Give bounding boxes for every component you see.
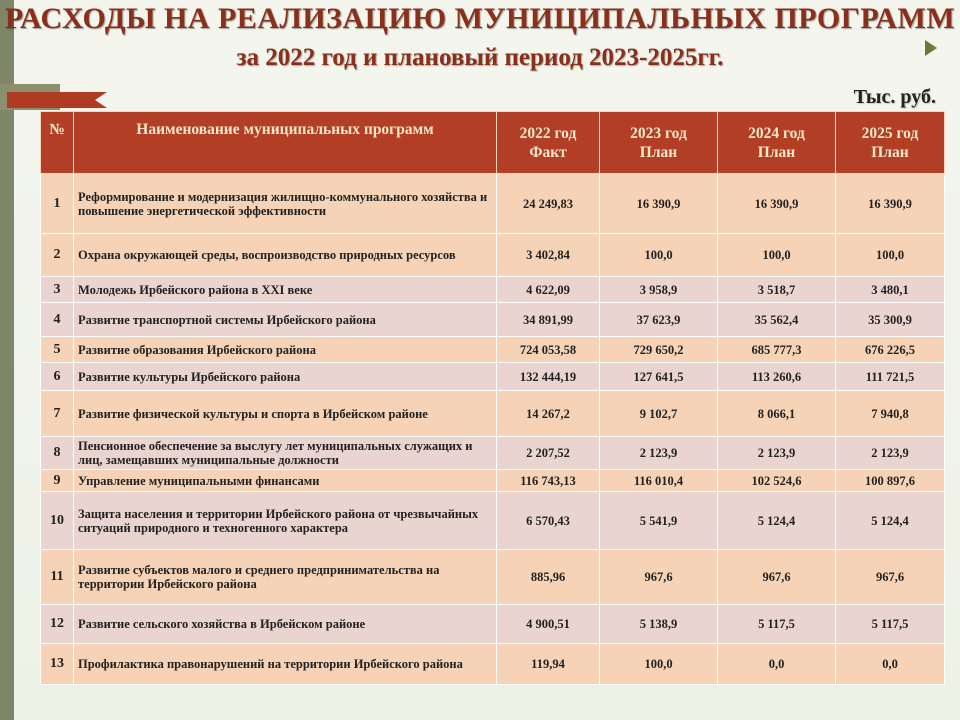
- cell-2024-plan: 35 562,4: [718, 303, 836, 337]
- header-name: Наименование муниципальных программ: [74, 112, 497, 174]
- cell-2022-fact: 3 402,84: [497, 234, 600, 277]
- cell-2023-plan: 5 138,9: [600, 605, 718, 644]
- cell-num: 10: [41, 492, 74, 550]
- cell-num: 8: [41, 437, 74, 470]
- cell-num: 7: [41, 391, 74, 437]
- header-2025: 2025 год План: [836, 112, 945, 174]
- cell-2025-plan: 2 123,9: [836, 437, 945, 470]
- cell-2023-plan: 127 641,5: [600, 363, 718, 391]
- cell-program-name: Управление муниципальными финансами: [74, 470, 497, 492]
- cell-2025-plan: 967,6: [836, 550, 945, 605]
- cell-num: 4: [41, 303, 74, 337]
- cell-2023-plan: 100,0: [600, 234, 718, 277]
- page-title: РАСХОДЫ НА РЕАЛИЗАЦИЮ МУНИЦИПАЛЬНЫХ ПРОГРАММ: [4, 2, 956, 35]
- cell-2024-plan: 113 260,6: [718, 363, 836, 391]
- page-subtitle: за 2022 год и плановый период 2023-2025гг.: [236, 44, 724, 71]
- cell-2022-fact: 724 053,58: [497, 337, 600, 363]
- cell-2023-plan: 9 102,7: [600, 391, 718, 437]
- cell-2024-plan: 3 518,7: [718, 277, 836, 303]
- cell-2023-plan: 729 650,2: [600, 337, 718, 363]
- cell-2022-fact: 4 622,09: [497, 277, 600, 303]
- programs-table: [40, 111, 945, 685]
- cell-2024-plan: 2 123,9: [718, 437, 836, 470]
- cell-2024-plan: 967,6: [718, 550, 836, 605]
- cell-program-name: Развитие физической культуры и спорта в Ирбейском районе: [74, 391, 497, 437]
- cell-2025-plan: 5 117,5: [836, 605, 945, 644]
- cell-2025-plan: 100 897,6: [836, 470, 945, 492]
- cell-num: 2: [41, 234, 74, 277]
- cell-2023-plan: 2 123,9: [600, 437, 718, 470]
- red-flag-decoration: [7, 92, 107, 108]
- header-num: №: [41, 112, 74, 174]
- table-row: [41, 391, 945, 437]
- header-2024: 2024 год План: [718, 112, 836, 174]
- cell-2025-plan: 3 480,1: [836, 277, 945, 303]
- cell-num: 5: [41, 337, 74, 363]
- cell-2022-fact: 885,96: [497, 550, 600, 605]
- header-2023: 2023 год План: [600, 112, 718, 174]
- table-row: [41, 303, 945, 337]
- cell-2023-plan: 3 958,9: [600, 277, 718, 303]
- table-row: [41, 337, 945, 363]
- units-label: Тыс. руб.: [853, 86, 936, 108]
- cell-2024-plan: 102 524,6: [718, 470, 836, 492]
- cell-num: 12: [41, 605, 74, 644]
- table-header-row: [41, 112, 945, 174]
- cell-2022-fact: 119,94: [497, 644, 600, 685]
- cell-2024-plan: 5 124,4: [718, 492, 836, 550]
- cell-2025-plan: 676 226,5: [836, 337, 945, 363]
- cell-2025-plan: 5 124,4: [836, 492, 945, 550]
- cell-program-name: Развитие транспортной системы Ирбейского района: [74, 303, 497, 337]
- cell-2023-plan: 100,0: [600, 644, 718, 685]
- cell-2023-plan: 5 541,9: [600, 492, 718, 550]
- cell-program-name: Защита населения и территории Ирбейского района от чрезвычайных ситуаций природного и техногенного характера: [74, 492, 497, 550]
- cell-2022-fact: 132 444,19: [497, 363, 600, 391]
- cell-num: 13: [41, 644, 74, 685]
- header-2022: 2022 год Факт: [497, 112, 600, 174]
- cell-num: 9: [41, 470, 74, 492]
- cell-program-name: Охрана окружающей среды, воспроизводство природных ресурсов: [74, 234, 497, 277]
- cell-2025-plan: 100,0: [836, 234, 945, 277]
- cell-2022-fact: 116 743,13: [497, 470, 600, 492]
- table-row: [41, 550, 945, 605]
- cell-2022-fact: 2 207,52: [497, 437, 600, 470]
- cell-2024-plan: 5 117,5: [718, 605, 836, 644]
- cell-num: 11: [41, 550, 74, 605]
- cell-2025-plan: 7 940,8: [836, 391, 945, 437]
- cell-2022-fact: 4 900,51: [497, 605, 600, 644]
- cell-2022-fact: 14 267,2: [497, 391, 600, 437]
- cell-program-name: Развитие субъектов малого и среднего предпринимательства на территории Ирбейского района: [74, 550, 497, 605]
- cell-2022-fact: 24 249,83: [497, 174, 600, 234]
- table-row: [41, 174, 945, 234]
- cell-program-name: Пенсионное обеспечение за выслугу лет муниципальных служащих и лиц, замещавших муниципальные должности: [74, 437, 497, 470]
- cell-2024-plan: 685 777,3: [718, 337, 836, 363]
- table-row: [41, 363, 945, 391]
- cell-2025-plan: 0,0: [836, 644, 945, 685]
- cell-num: 1: [41, 174, 74, 234]
- cell-program-name: Развитие культуры Ирбейского района: [74, 363, 497, 391]
- table-row: [41, 277, 945, 303]
- table-row: [41, 492, 945, 550]
- cell-num: 3: [41, 277, 74, 303]
- table-row: [41, 470, 945, 492]
- cell-2022-fact: 34 891,99: [497, 303, 600, 337]
- table-row: [41, 437, 945, 470]
- cell-2024-plan: 100,0: [718, 234, 836, 277]
- table-row: [41, 644, 945, 685]
- table-row: [41, 605, 945, 644]
- cell-2024-plan: 0,0: [718, 644, 836, 685]
- cell-2022-fact: 6 570,43: [497, 492, 600, 550]
- cell-2025-plan: 111 721,5: [836, 363, 945, 391]
- cell-2023-plan: 116 010,4: [600, 470, 718, 492]
- cell-2023-plan: 16 390,9: [600, 174, 718, 234]
- cell-2023-plan: 967,6: [600, 550, 718, 605]
- table-row: [41, 234, 945, 277]
- cell-2025-plan: 16 390,9: [836, 174, 945, 234]
- cell-program-name: Реформирование и модернизация жилищно-коммунального хозяйства и повышение энергетической эффективности: [74, 174, 497, 234]
- cell-program-name: Профилактика правонарушений на территории Ирбейского района: [74, 644, 497, 685]
- cell-program-name: Развитие сельского хозяйства в Ирбейском районе: [74, 605, 497, 644]
- cell-2025-plan: 35 300,9: [836, 303, 945, 337]
- cell-2023-plan: 37 623,9: [600, 303, 718, 337]
- cell-program-name: Развитие образования Ирбейского района: [74, 337, 497, 363]
- cell-program-name: Молодежь Ирбейского района в XXI веке: [74, 277, 497, 303]
- cell-2024-plan: 8 066,1: [718, 391, 836, 437]
- cell-2024-plan: 16 390,9: [718, 174, 836, 234]
- cell-num: 6: [41, 363, 74, 391]
